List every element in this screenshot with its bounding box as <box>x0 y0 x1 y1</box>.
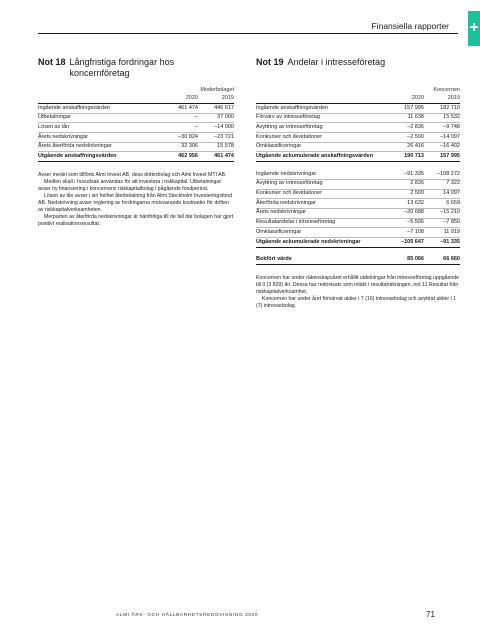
value-2020: –105 647 <box>388 237 424 247</box>
value-2020: –2 836 <box>388 123 424 133</box>
value-2020: –91 335 <box>388 170 424 179</box>
row-label: Ingående anskaffningsvärden <box>256 104 388 113</box>
paragraph: Koncernen har under räkenskapsåret erhållit utdelningar från intresseföretag uppgående till 0 (3 829) tkr. Dessa har redovisats som intäkt i resultaträkningen, not 11 Resultat från riskkapitalverksamhet. <box>256 275 460 296</box>
row-label: Ingående anskaffningsvärden <box>38 104 162 113</box>
table-row <box>256 152 460 162</box>
note-18 <box>38 57 234 228</box>
value-2019: –9 748 <box>424 123 460 133</box>
note-19-title <box>256 57 460 68</box>
row-label: Årets återförda nedskrivningar <box>38 142 162 152</box>
page-number: 71 <box>426 610 435 619</box>
table-row <box>38 123 234 133</box>
table-row <box>256 104 460 113</box>
paragraph: Koncernen har under året förvärvat aktier i 7 (16) intressebolag och avyttrat aktier i 1 (7) intressebolag. <box>256 296 457 310</box>
value-2020: 462 956 <box>162 152 198 162</box>
row-label: Förvärv av intresseföretag <box>256 113 388 123</box>
row-label: Utgående anskaffningsvärden <box>38 152 162 162</box>
column-group-header: Moderbolaget <box>200 87 234 93</box>
year-label: 2019 <box>447 95 460 101</box>
paragraph: Merparten av återförda nedskrivningar är hänförliga till de fall där bolagen har gjort positivt realisationsresultat. <box>38 214 234 228</box>
row-label: Utgående ackumulerade nedskrivningar <box>256 237 388 247</box>
value-2020: 461 474 <box>162 104 198 113</box>
value-2019: 461 474 <box>198 152 234 162</box>
value-2020: 2 836 <box>388 179 424 189</box>
year-header <box>38 94 234 104</box>
row-label: Avyttring av intresseföretag <box>256 123 388 133</box>
value-2019: –7 850 <box>424 218 460 228</box>
value-2020: 85 066 <box>388 256 424 265</box>
table-row <box>256 142 460 152</box>
value-2020: – <box>162 113 198 123</box>
note-18-text <box>38 172 234 228</box>
note-18-table <box>38 104 234 162</box>
row-label: Utgående ackumulerade anskaffningsvärden <box>256 152 388 162</box>
table-row <box>256 170 460 179</box>
value-2019: 7 322 <box>424 179 460 189</box>
value-2019: 182 710 <box>424 104 460 113</box>
note-19 <box>256 57 460 310</box>
header-divider <box>38 33 458 34</box>
row-label: Omklassificeringar <box>256 228 388 238</box>
year-label: 2019 <box>221 95 234 101</box>
table-row <box>256 237 460 247</box>
value-2019: 37 000 <box>198 113 234 123</box>
row-label: Konkurser och likvidationer <box>256 189 388 199</box>
value-2019: 6 659 <box>424 199 460 209</box>
row-label: Avyttring av intresseföretag <box>256 179 388 189</box>
row-label: Årets nedskrivningar <box>256 208 388 218</box>
row-label: Utbetalningar <box>38 113 162 123</box>
value-2019: 157 995 <box>424 152 460 162</box>
row-label: Återförda nedskrivningar <box>256 199 388 209</box>
paragraph: Avser medel som tillförts Almi Invest AB, dess dotterbolag och Almi Invest MTI AB. <box>38 172 227 179</box>
note-heading: Andelar i intresseföretag <box>287 57 386 67</box>
value-2019: –23 721 <box>198 133 234 143</box>
table-row <box>38 104 234 113</box>
value-2020: 13 632 <box>388 199 424 209</box>
section-title: Finansiella rapporter <box>371 21 449 31</box>
row-label: Ingående nedskrivningar <box>256 170 388 179</box>
value-2019: 11 919 <box>424 228 460 238</box>
value-2019: –91 335 <box>424 237 460 247</box>
table-row <box>38 133 234 143</box>
value-2019: 66 660 <box>424 256 460 265</box>
row-label: Resultatandelar i intresseföretag <box>256 218 388 228</box>
year-label: 2020 <box>185 95 198 101</box>
table-row <box>38 152 234 162</box>
table-row <box>256 218 460 228</box>
column-group-header: Koncernen <box>433 87 460 93</box>
paragraph: Lösen av lån avser i sin helhet återbetalning från Almi Stockholm Investeringsfond AB. Nedskrivning avser reglering av fordringarna motsvarande kostnader för driften av riskkapitalverksamheten. <box>38 193 233 214</box>
value-2019: 15 532 <box>424 113 460 123</box>
note-18-title <box>38 57 234 79</box>
value-2019: 446 617 <box>198 104 234 113</box>
row-label: Bokfört värde <box>256 256 388 265</box>
table-row <box>256 113 460 123</box>
plus-icon <box>470 23 478 31</box>
table-row <box>256 228 460 238</box>
footer-publication: ALMI ÅRS- OCH HÅLLBARHETSREDOVISNING 2020 <box>116 613 259 618</box>
row-label: Årets nedskrivningar <box>38 133 162 143</box>
value-2020: –2 500 <box>388 133 424 143</box>
value-2020: –5 506 <box>388 218 424 228</box>
table-row <box>38 113 234 123</box>
value-2020: –20 688 <box>388 208 424 218</box>
value-2019: 14 097 <box>424 189 460 199</box>
note-number: Not 19 <box>256 57 284 67</box>
table-row <box>256 123 460 133</box>
note-19-table-impairment <box>256 170 460 248</box>
value-2020: 11 638 <box>388 113 424 123</box>
table-row <box>256 208 460 218</box>
year-header <box>256 94 460 104</box>
paragraph: Medlen skall i huvudsak användas för att investera i riskkapital. Utbetalningar avser ny finansiering i koncernens riskkapitalbolag i pågående fondperiod. <box>38 179 222 193</box>
value-2019: –108 272 <box>424 170 460 179</box>
value-2019: –16 402 <box>424 142 460 152</box>
row-label: Konkurser och likvidationer <box>256 133 388 143</box>
year-label: 2020 <box>411 95 424 101</box>
note-19-table-cost <box>256 104 460 162</box>
value-2019: 15 578 <box>198 142 234 152</box>
value-2020: – <box>162 123 198 133</box>
value-2019: –14 000 <box>198 123 234 133</box>
row-label: Lösen av lån <box>38 123 162 133</box>
table-row <box>256 199 460 209</box>
value-2020: –30 824 <box>162 133 198 143</box>
value-2019: –15 210 <box>424 208 460 218</box>
value-2020: 2 500 <box>388 189 424 199</box>
value-2020: 26 416 <box>388 142 424 152</box>
table-row <box>256 179 460 189</box>
note-19-book-value <box>256 256 460 266</box>
table-row <box>256 256 460 265</box>
note-number: Not 18 <box>38 57 66 67</box>
table-row <box>38 142 234 152</box>
note-19-text <box>256 275 460 310</box>
value-2019: –14 097 <box>424 133 460 143</box>
value-2020: 157 995 <box>388 104 424 113</box>
row-label: Omklassificeringar <box>256 142 388 152</box>
note-heading: Långfristiga fordringar hos koncernföretag <box>69 57 175 78</box>
value-2020: 32 306 <box>162 142 198 152</box>
table-row <box>256 133 460 143</box>
value-2020: –7 108 <box>388 228 424 238</box>
value-2020: 190 713 <box>388 152 424 162</box>
table-row <box>256 189 460 199</box>
